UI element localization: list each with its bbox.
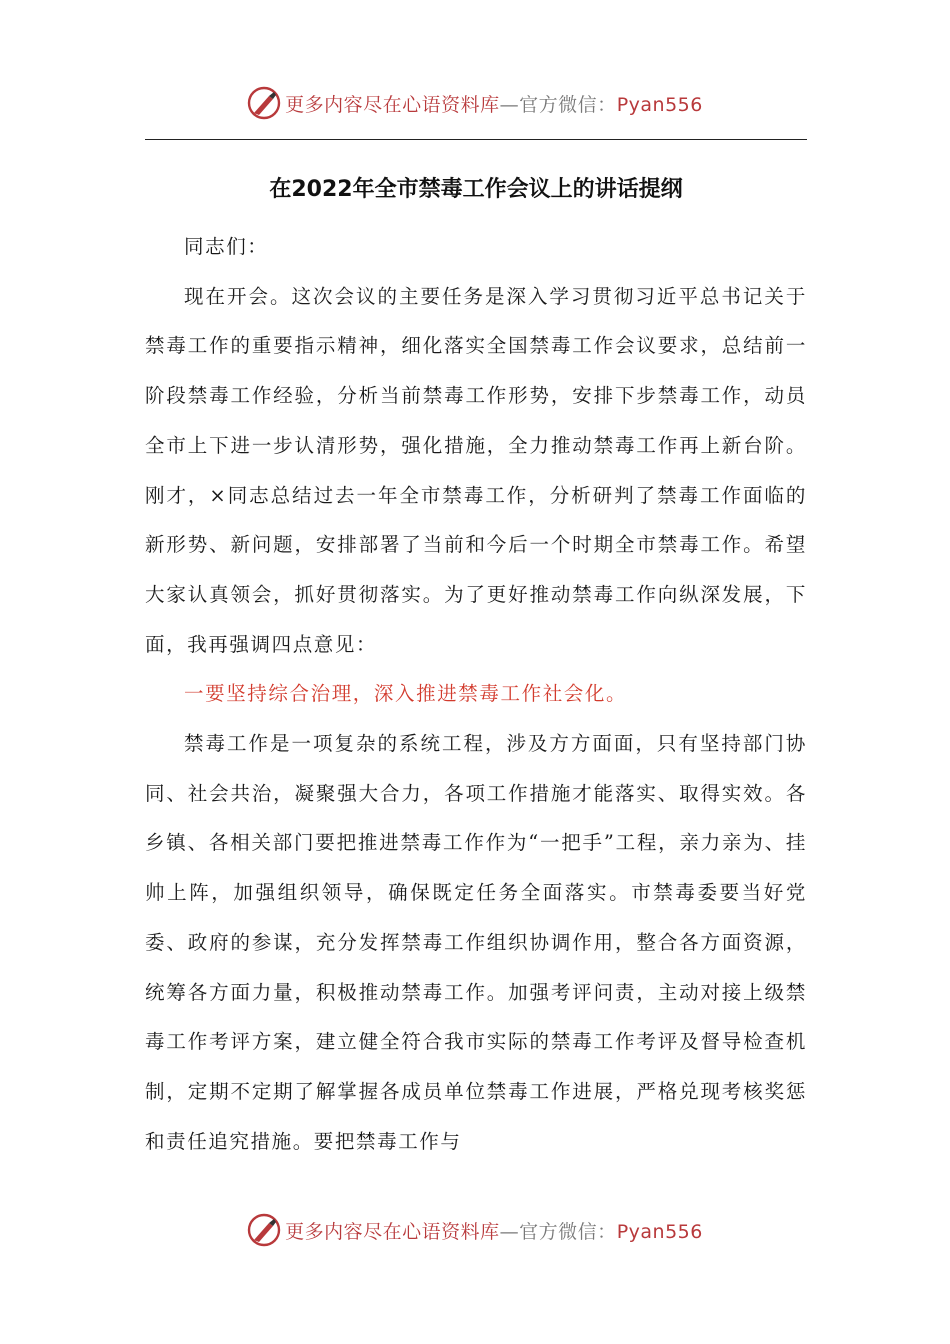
section-1-paragraph: 禁毒工作是一项复杂的系统工程，涉及方方面面，只有坚持部门协同、社会共治，凝聚强大合力，各项工作措施才能落实、取得实效。各乡镇、各相关部门要把推进禁毒工作作为“一把手”工程，亲力亲为、挂帅上阵，加强组织领导，确保既定任务全面落实。市禁毒委要当好党委、政府的参谋，充分发挥禁毒工作组织协调作用，整合各方面资源，统筹各方面力量，积极推动禁毒工作。加强考评问责，主动对接上级禁毒工作考评方案，建立健全符合我市实际的禁毒工作考评及督导检查机制，定期不定期了解掌握各成员单位禁毒工作进展，严格兑现考核奖惩和责任追究措施。要把禁毒工作与 (145, 732, 807, 1153)
watermark-sub-text: —官方微信： (499, 93, 617, 116)
section-heading-1: 一要坚持综合治理，深入推进禁毒工作社会化。 (184, 682, 628, 706)
intro-paragraph: 现在开会。这次会议的主要任务是深入学习贯彻习近平总书记关于禁毒工作的重要指示精神，细化落实全国禁毒工作会议要求，总结前一阶段禁毒工作经验，分析当前禁毒工作形势，安排下步禁毒工作，动员全市上下进一步认清形势，强化措施，全力推动禁毒工作再上新台阶。刚才，×同志总结过去一年全市禁毒工作，分析研判了禁毒工作面临的新形势、新问题，安排部署了当前和今后一个时期全市禁毒工作。希望大家认真领会，抓好贯彻落实。为了更好推动禁毒工作向纵深发展，下面，我再强调四点意见： (145, 284, 807, 656)
watermark-main-text: 更多内容尽在心语资料库 (285, 1220, 500, 1243)
pen-logo-icon (247, 86, 281, 120)
watermark-main-text: 更多内容尽在心语资料库 (285, 93, 500, 116)
header-divider (145, 139, 807, 140)
document-body (145, 222, 807, 1166)
salutation-paragraph: 同志们： (184, 235, 269, 258)
watermark-id-text: Pyan556 (616, 93, 703, 116)
watermark-sub-text: —官方微信： (499, 1220, 617, 1243)
pen-logo-icon (247, 1213, 281, 1247)
watermark-header (0, 83, 950, 123)
watermark-footer (0, 1210, 950, 1250)
document-title: 在2022年全市禁毒工作会议上的讲话提纲 (269, 177, 683, 202)
watermark-id-text: Pyan556 (616, 1220, 703, 1243)
